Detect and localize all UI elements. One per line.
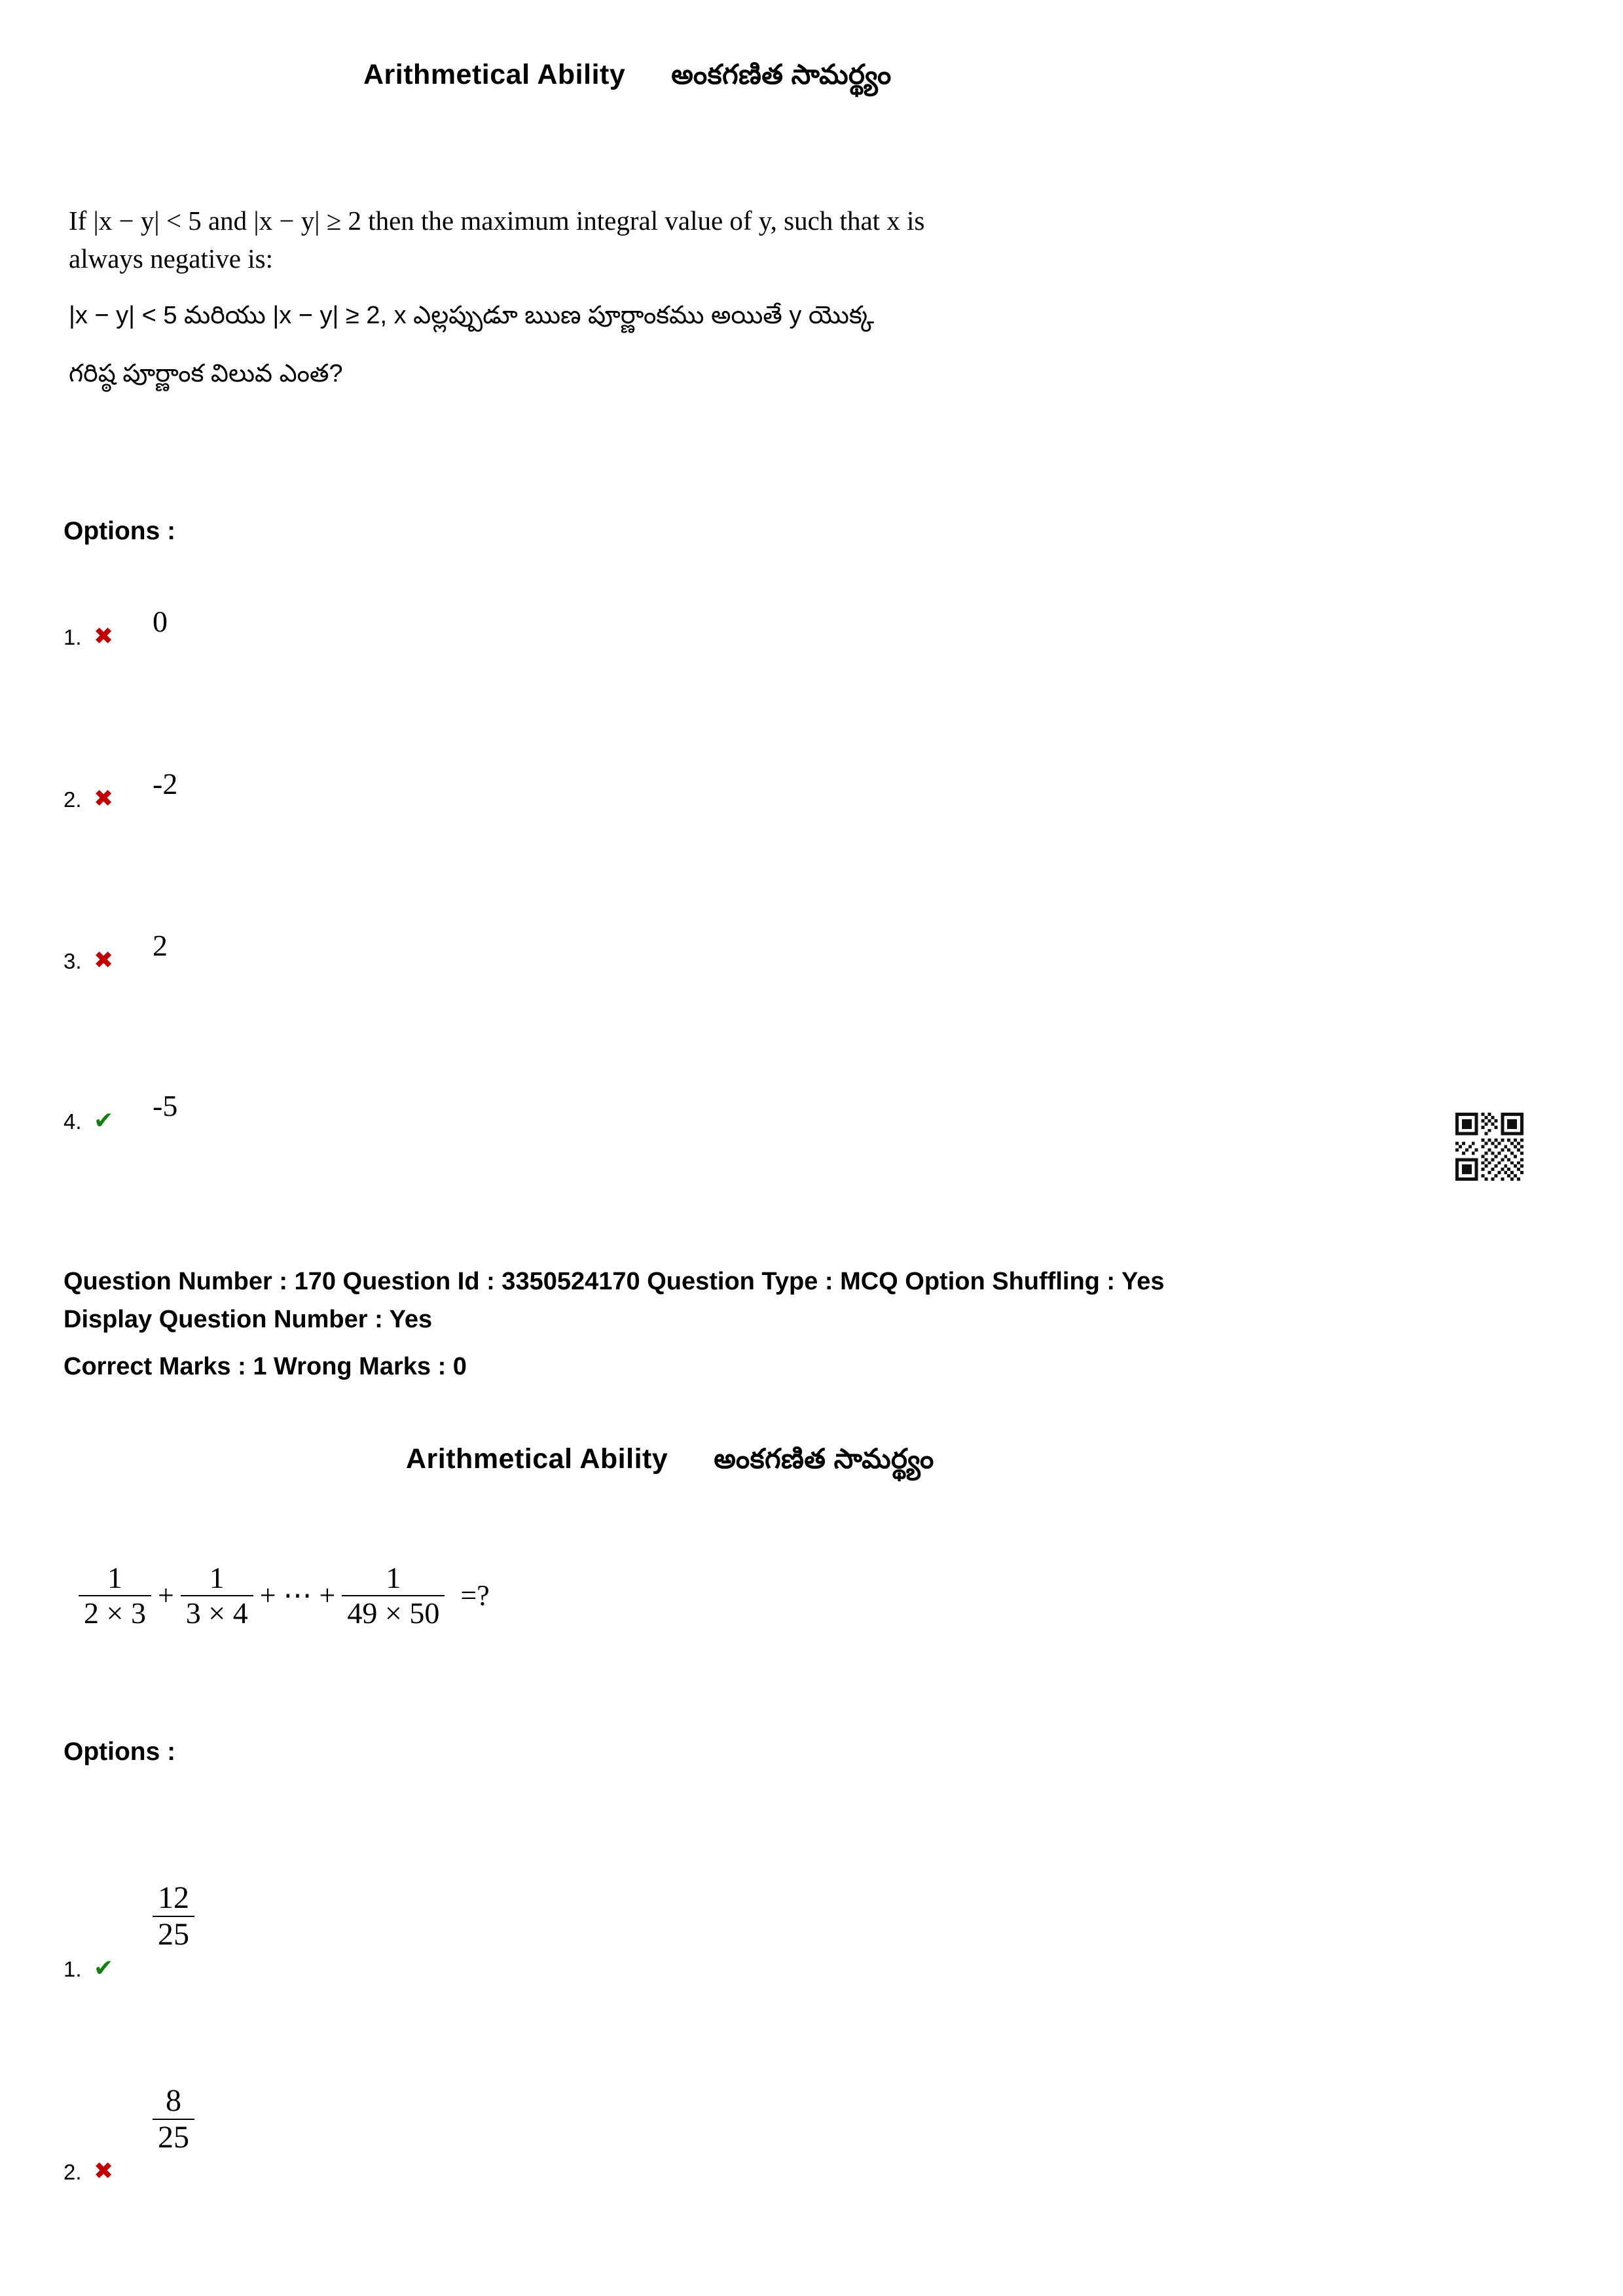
wrong-answer-icon: ✖ <box>94 623 114 649</box>
plus-ellipsis-operator: + ⋯ + <box>259 1579 336 1612</box>
subject-heading-2 <box>406 1443 934 1482</box>
meta-line-2: Display Question Number : Yes <box>64 1305 433 1333</box>
equals-question: =? <box>460 1579 490 1612</box>
question-1-english-line1: If |x − y| < 5 and |x − y| ≥ 2 then the maximum integral value of y, such that x is <box>69 206 925 236</box>
question-2-option-1[interactable] <box>64 1880 194 1981</box>
subject-heading-1 <box>363 59 892 98</box>
subject-heading-english: Arithmetical Ability <box>363 59 626 90</box>
meta-line-1: Question Number : 170 Question Id : 3350524170 Question Type : MCQ Option Shuffling : Yes <box>64 1268 1165 1295</box>
option-number: 1. <box>64 1956 82 1981</box>
question-2-expression <box>79 1561 490 1630</box>
fraction-denominator: 25 <box>153 1916 194 1952</box>
fraction-term-2 <box>181 1561 253 1630</box>
question-1-option-1[interactable] <box>64 605 168 649</box>
question-2-option-2[interactable] <box>64 2083 194 2184</box>
option-value: -5 <box>153 1089 178 1122</box>
fraction-numerator: 8 <box>166 2083 181 2118</box>
subject-heading-telugu: అంకగణిత సామర్థ్యం <box>714 1443 934 1474</box>
wrong-answer-icon: ✖ <box>94 785 114 812</box>
fraction-term-3 <box>342 1561 445 1630</box>
fraction-numerator: 1 <box>209 1561 225 1594</box>
meta-line-3: Correct Marks : 1 Wrong Marks : 0 <box>64 1352 467 1380</box>
option-value-fraction <box>125 2083 194 2155</box>
option-number: 2. <box>64 2159 82 2184</box>
question-1-options-label: Options : <box>64 517 176 545</box>
question-meta-block <box>64 1263 1556 1386</box>
question-1-text <box>69 202 1214 395</box>
question-1-english-line2: always negative is: <box>69 243 273 274</box>
option-number: 2. <box>64 787 82 812</box>
fraction-numerator: 1 <box>386 1561 401 1594</box>
correct-answer-icon: ✔ <box>94 1954 114 1981</box>
question-1-telugu-line2: గరిష్ఠ పూర్ణాంక విలువ ఎంత? <box>69 360 343 388</box>
plus-operator-1: + <box>157 1579 174 1612</box>
question-1-option-4[interactable] <box>64 1089 178 1134</box>
question-1-option-3[interactable] <box>64 929 168 973</box>
question-1-telugu-line1: |x − y| < 5 మరియు |x − y| ≥ 2, x ఎల్లప్పుడూ ఋణ పూర్ణాంకము అయితే y యొక్క <box>69 302 875 330</box>
question-2-options-label: Options : <box>64 1738 176 1766</box>
option-number: 4. <box>64 1109 82 1134</box>
option-value: 2 <box>153 929 168 962</box>
option-number: 1. <box>64 625 82 649</box>
fraction-numerator: 1 <box>107 1561 122 1594</box>
option-value: 0 <box>153 605 168 638</box>
wrong-answer-icon: ✖ <box>94 2157 114 2184</box>
fraction-term-1 <box>79 1561 151 1630</box>
wrong-answer-icon: ✖ <box>94 947 114 973</box>
fraction-denominator: 2 × 3 <box>79 1595 151 1630</box>
option-number: 3. <box>64 949 82 973</box>
fraction-denominator: 3 × 4 <box>181 1595 253 1630</box>
fraction-denominator: 25 <box>153 2119 194 2155</box>
fraction-numerator: 12 <box>158 1880 189 1915</box>
subject-heading-english: Arithmetical Ability <box>406 1443 668 1475</box>
subject-heading-telugu: అంకగణిత సామర్థ్యం <box>671 59 892 90</box>
fraction-denominator: 49 × 50 <box>342 1595 445 1630</box>
question-1-option-2[interactable] <box>64 767 178 812</box>
option-value-fraction <box>125 1880 194 1952</box>
correct-answer-icon: ✔ <box>94 1107 114 1134</box>
option-value: -2 <box>153 767 178 800</box>
qr-code-icon <box>1455 1113 1523 1181</box>
